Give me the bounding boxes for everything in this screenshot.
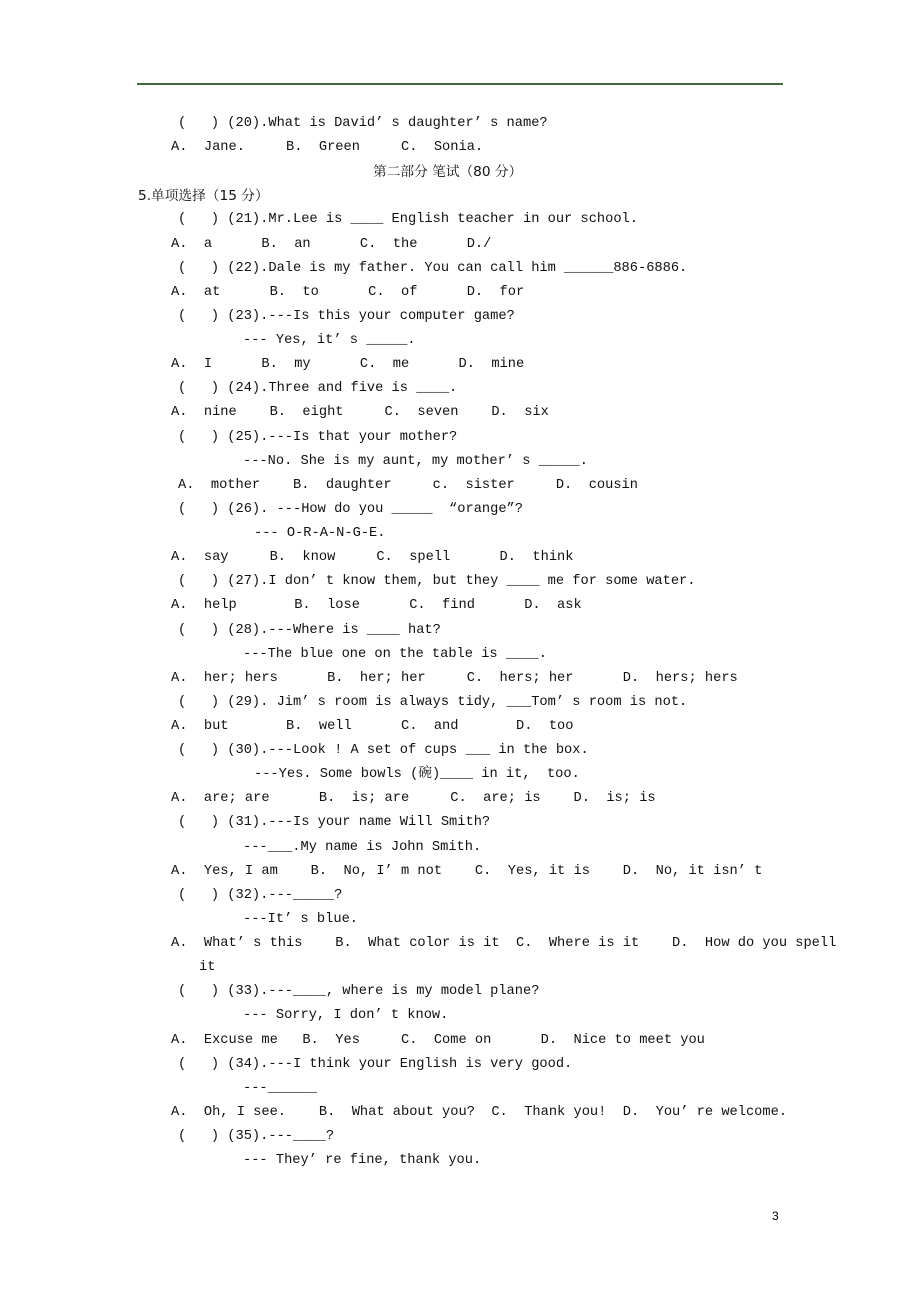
question-line: ( ) (20).What is David’ s daughter’ s name? xyxy=(178,116,548,131)
text-line: A. Yes, I am B. No, I’ m not C. Yes, it is D. No, it isn’ t xyxy=(171,863,763,879)
page-number: 3 xyxy=(772,1209,779,1223)
section-heading: 5.单项选择（15 分） xyxy=(138,188,269,205)
question-line: ( ) (32).---_____? xyxy=(178,887,343,903)
question-line: ( ) (30).---Look ! A set of cups ___ in the box. xyxy=(178,743,589,759)
text-line: A. help B. lose C. find D. ask xyxy=(171,598,582,614)
text-line: ---___.My name is John Smith. xyxy=(243,839,482,855)
text-line: --- O-R-A-N-G-E. xyxy=(254,526,386,542)
question-line: ( ) (24).Three and five is ____. xyxy=(178,381,458,397)
question-line: ( ) (28).---Where is ____ hat? xyxy=(178,622,441,638)
text-line: A. her; hers B. her; her C. hers; her D. hers; hers xyxy=(171,670,738,686)
text-line: ---No. She is my aunt, my mother’ s _____. xyxy=(243,453,588,469)
header-rule xyxy=(137,83,783,85)
text-line: A. I B. my C. me D. mine xyxy=(171,357,525,373)
text-line: --- They’ re fine, thank you. xyxy=(243,1153,482,1169)
text-line: A. are; are B. is; are C. are; is D. is; is xyxy=(171,791,656,807)
text-line: A. Jane. B. Green C. Sonia. xyxy=(171,140,484,156)
text-line: A. a B. an C. the D./ xyxy=(171,236,492,252)
question-line: ( ) (26). ---How do you _____ “orange”? xyxy=(178,501,523,517)
text-line: A. Excuse me B. Yes C. Come on D. Nice to meet you xyxy=(171,1032,705,1048)
section-title: 第二部分 笔试（80 分） xyxy=(373,164,523,181)
question-line: ( ) (33).---____, where is my model plane? xyxy=(178,984,540,1000)
text-line: --- Yes, it’ s _____. xyxy=(243,333,416,349)
question-line: ( ) (25).---Is that your mother? xyxy=(178,429,458,445)
question-line: ( ) (35).---____? xyxy=(178,1129,335,1145)
text-line: A. say B. know C. spell D. think xyxy=(171,550,574,566)
question-line: ( ) (21).Mr.Lee is ____ English teacher in our school. xyxy=(178,212,638,228)
question-line: ( ) (31).---Is your name Will Smith? xyxy=(178,815,491,831)
text-line: A. at B. to C. of D. for xyxy=(171,284,525,300)
text-line: --- Sorry, I don’ t know. xyxy=(243,1008,449,1024)
text-line: ---Yes. Some bowls (碗)____ in it, too. xyxy=(254,767,580,783)
question-line: ( ) (23).---Is this your computer game? xyxy=(178,308,515,324)
text-line: ---It’ s blue. xyxy=(243,911,358,927)
text-line: A. mother B. daughter c. sister D. cousin xyxy=(178,477,638,493)
text-line: it xyxy=(199,960,216,976)
question-line: ( ) (29). Jim’ s room is always tidy, ___Tom’ s room is not. xyxy=(178,694,688,710)
question-line: ( ) (34).---I think your English is very good. xyxy=(178,1056,573,1072)
question-line: ( ) (22).Dale is my father. You can call him ______886-6886. xyxy=(178,260,688,276)
text-line: A. but B. well C. and D. too xyxy=(171,719,574,734)
text-line: A. What’ s this B. What color is it C. Where is it D. How do you spell xyxy=(171,936,837,952)
text-line: ---The blue one on the table is ____. xyxy=(243,646,547,662)
text-line: A. Oh, I see. B. What about you? C. Thank you! D. You’ re welcome. xyxy=(171,1104,788,1120)
question-line: ( ) (27).I don’ t know them, but they ____ me for some water. xyxy=(178,574,696,590)
text-line: ---______ xyxy=(243,1080,317,1096)
text-line: A. nine B. eight C. seven D. six xyxy=(171,405,549,421)
